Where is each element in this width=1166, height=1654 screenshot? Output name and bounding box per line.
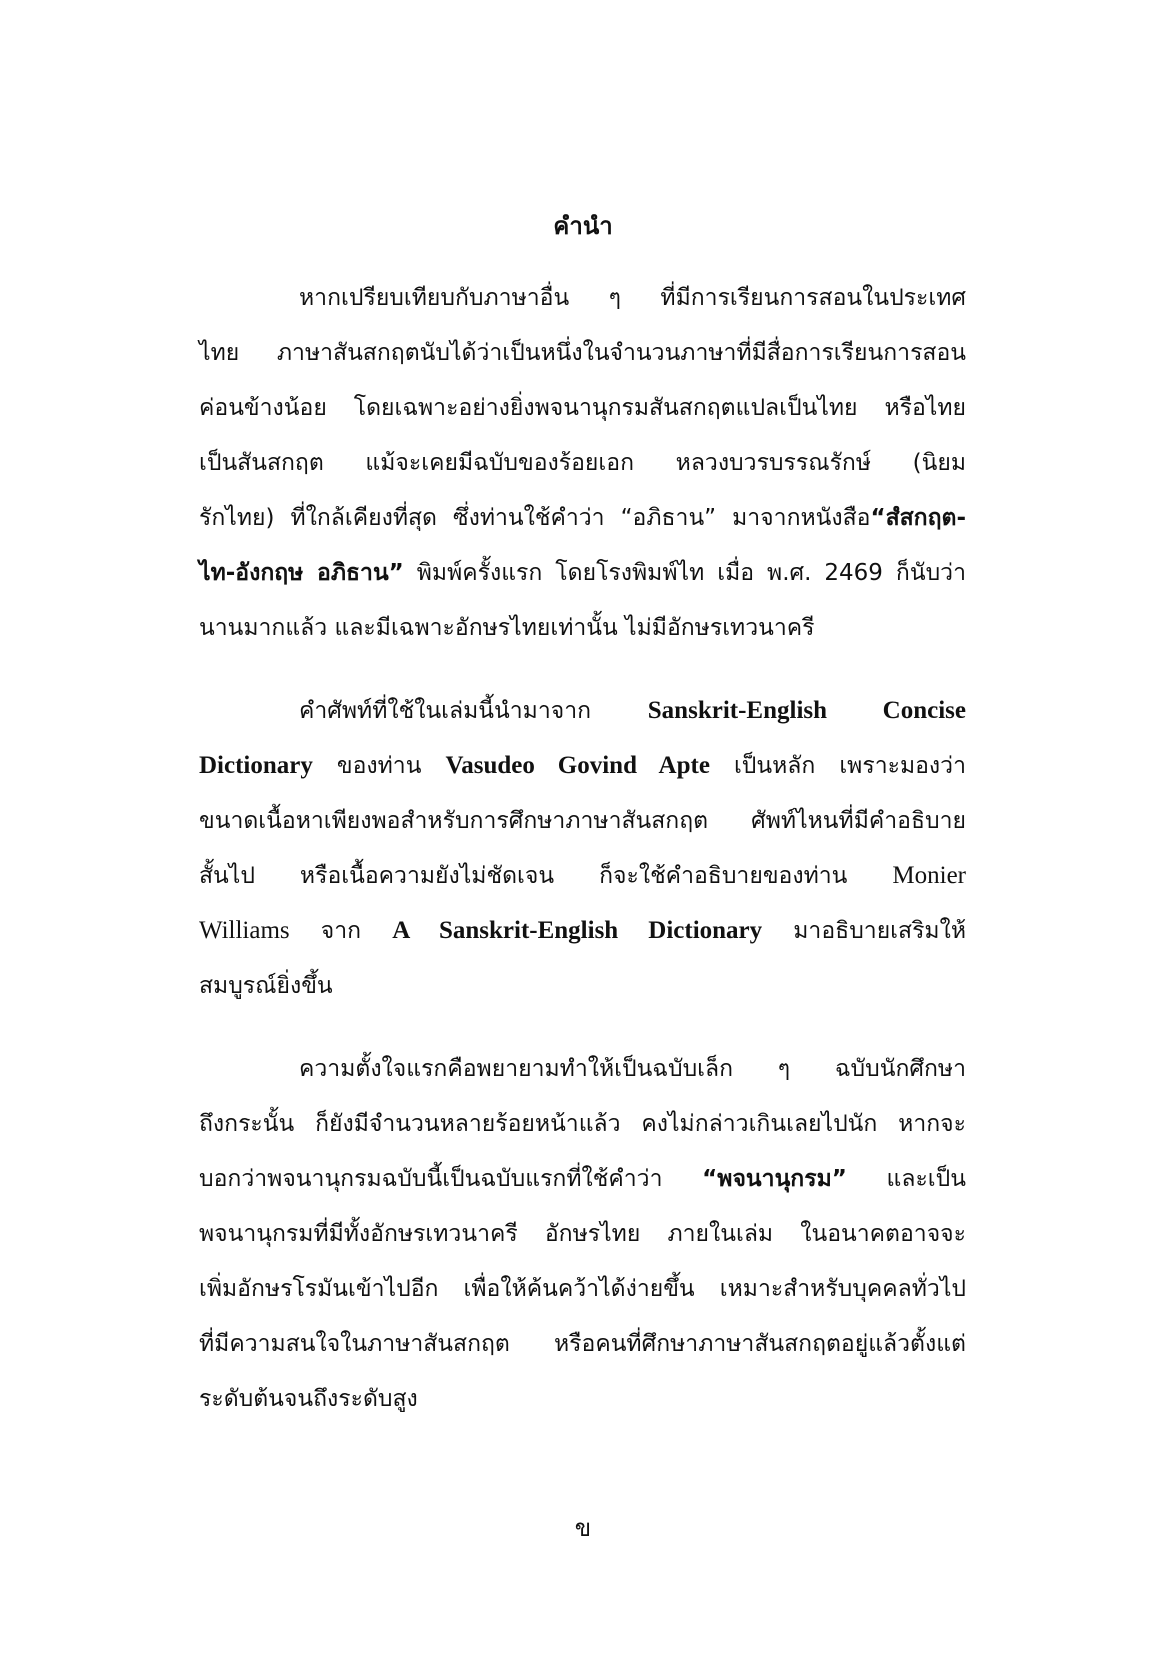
paragraph-line: สมบูรณ์ยิ่งขึ้น [199,973,333,999]
author-name-run: Vasudeo Govind Apte [445,752,710,779]
paragraph-line [199,852,966,900]
paragraph-line: ไทย ภาษาสันสกฤตนับได้ว่าเป็นหนึ่งในจำนวนภาษาที่มีสื่อการเรียนการสอน [199,340,966,366]
text-run: และเป็น [846,1166,966,1192]
paragraph-line [199,549,966,597]
book-title-run: Sanskrit-English Concise [647,697,967,724]
text-run: พิมพ์ครั้งแรก โดยโรงพิมพ์ไท เมื่อ พ.ศ. 2469 ก็นับว่า [403,560,966,586]
book-title-run: Dictionary [199,752,313,779]
paragraph-line: เป็นสันสกฤต แม้จะเคยมีฉบับของร้อยเอก หลวงบวรบรรณรักษ์ (นิยม [199,450,966,476]
author-name-run: Williams [199,917,290,944]
book-title-run: A Sanskrit-English Dictionary [392,917,763,944]
paragraph-line: นานมากแล้ว และมีเฉพาะอักษรไทยเท่านั้น ไม่มีอักษรเทวนาครี [199,615,815,641]
paragraph-line [199,1155,966,1203]
book-title-run: “สํสกฤต- [870,505,966,531]
paragraph-line: หากเปรียบเทียบกับภาษาอื่น ๆ ที่มีการเรียนการสอนในประเทศ [299,285,966,311]
text-run: จาก [289,918,393,944]
paragraph-line: ถึงกระนั้น ก็ยังมีจำนวนหลายร้อยหน้าแล้ว คงไม่กล่าวเกินเลยไปนัก หากจะ [199,1111,966,1137]
paragraph-line: เพิ่มอักษรโรมันเข้าไปอีก เพื่อให้ค้นคว้าได้ง่ายขึ้น เหมาะสำหรับบุคคลทั่วไป [199,1276,966,1302]
paragraph-line: ระดับต้นจนถึงระดับสูง [199,1386,418,1412]
page-number: ข [574,1514,592,1542]
author-name-run: Monier [892,862,966,889]
text-run: ของท่าน [312,753,446,779]
paragraph-line: ความตั้งใจแรกคือพยายามทำให้เป็นฉบับเล็ก ๆ ฉบับนักศึกษา [299,1056,966,1082]
emphasis-run: “พจนานุกรม” [702,1166,847,1192]
text-run: คำศัพท์ที่ใช้ในเล่มนี้นำมาจาก [299,698,648,724]
text-run: มาอธิบายเสริมให้ [762,918,966,944]
text-run: บอกว่าพจนานุกรมฉบับนี้เป็นฉบับแรกที่ใช้คำว่า [199,1166,703,1192]
paragraph-line: ค่อนข้างน้อย โดยเฉพาะอย่างยิ่งพจนานุกรมสันสกฤตแปลเป็นไทย หรือไทย [199,395,966,421]
page-title: คำนำ [553,212,613,240]
text-run: รักไทย) ที่ใกล้เคียงที่สุด ซึ่งท่านใช้คำว่า “อภิธาน” มาจากหนังสือ [199,505,871,531]
paragraph-line: ขนาดเนื้อหาเพียงพอสำหรับการศึกษาภาษาสันสกฤต ศัพท์ไหนที่มีคำอธิบาย [199,808,966,834]
paragraph-line [199,907,966,955]
paragraph-line [199,494,966,542]
text-run: เป็นหลัก เพราะมองว่า [709,753,966,779]
text-run: สั้นไป หรือเนื้อความยังไม่ชัดเจน ก็จะใช้คำอธิบายของท่าน [199,863,893,889]
paragraph-line: พจนานุกรมที่มีทั้งอักษรเทวนาครี อักษรไทย ภายในเล่ม ในอนาคตอาจจะ [199,1221,966,1247]
paragraph-line: ที่มีความสนใจในภาษาสันสกฤต หรือคนที่ศึกษาภาษาสันสกฤตอยู่แล้วตั้งแต่ [199,1331,966,1357]
paragraph-line [199,687,966,735]
paragraph-line [199,742,966,790]
book-title-run: ไท-อังกฤษ อภิธาน” [199,560,404,586]
